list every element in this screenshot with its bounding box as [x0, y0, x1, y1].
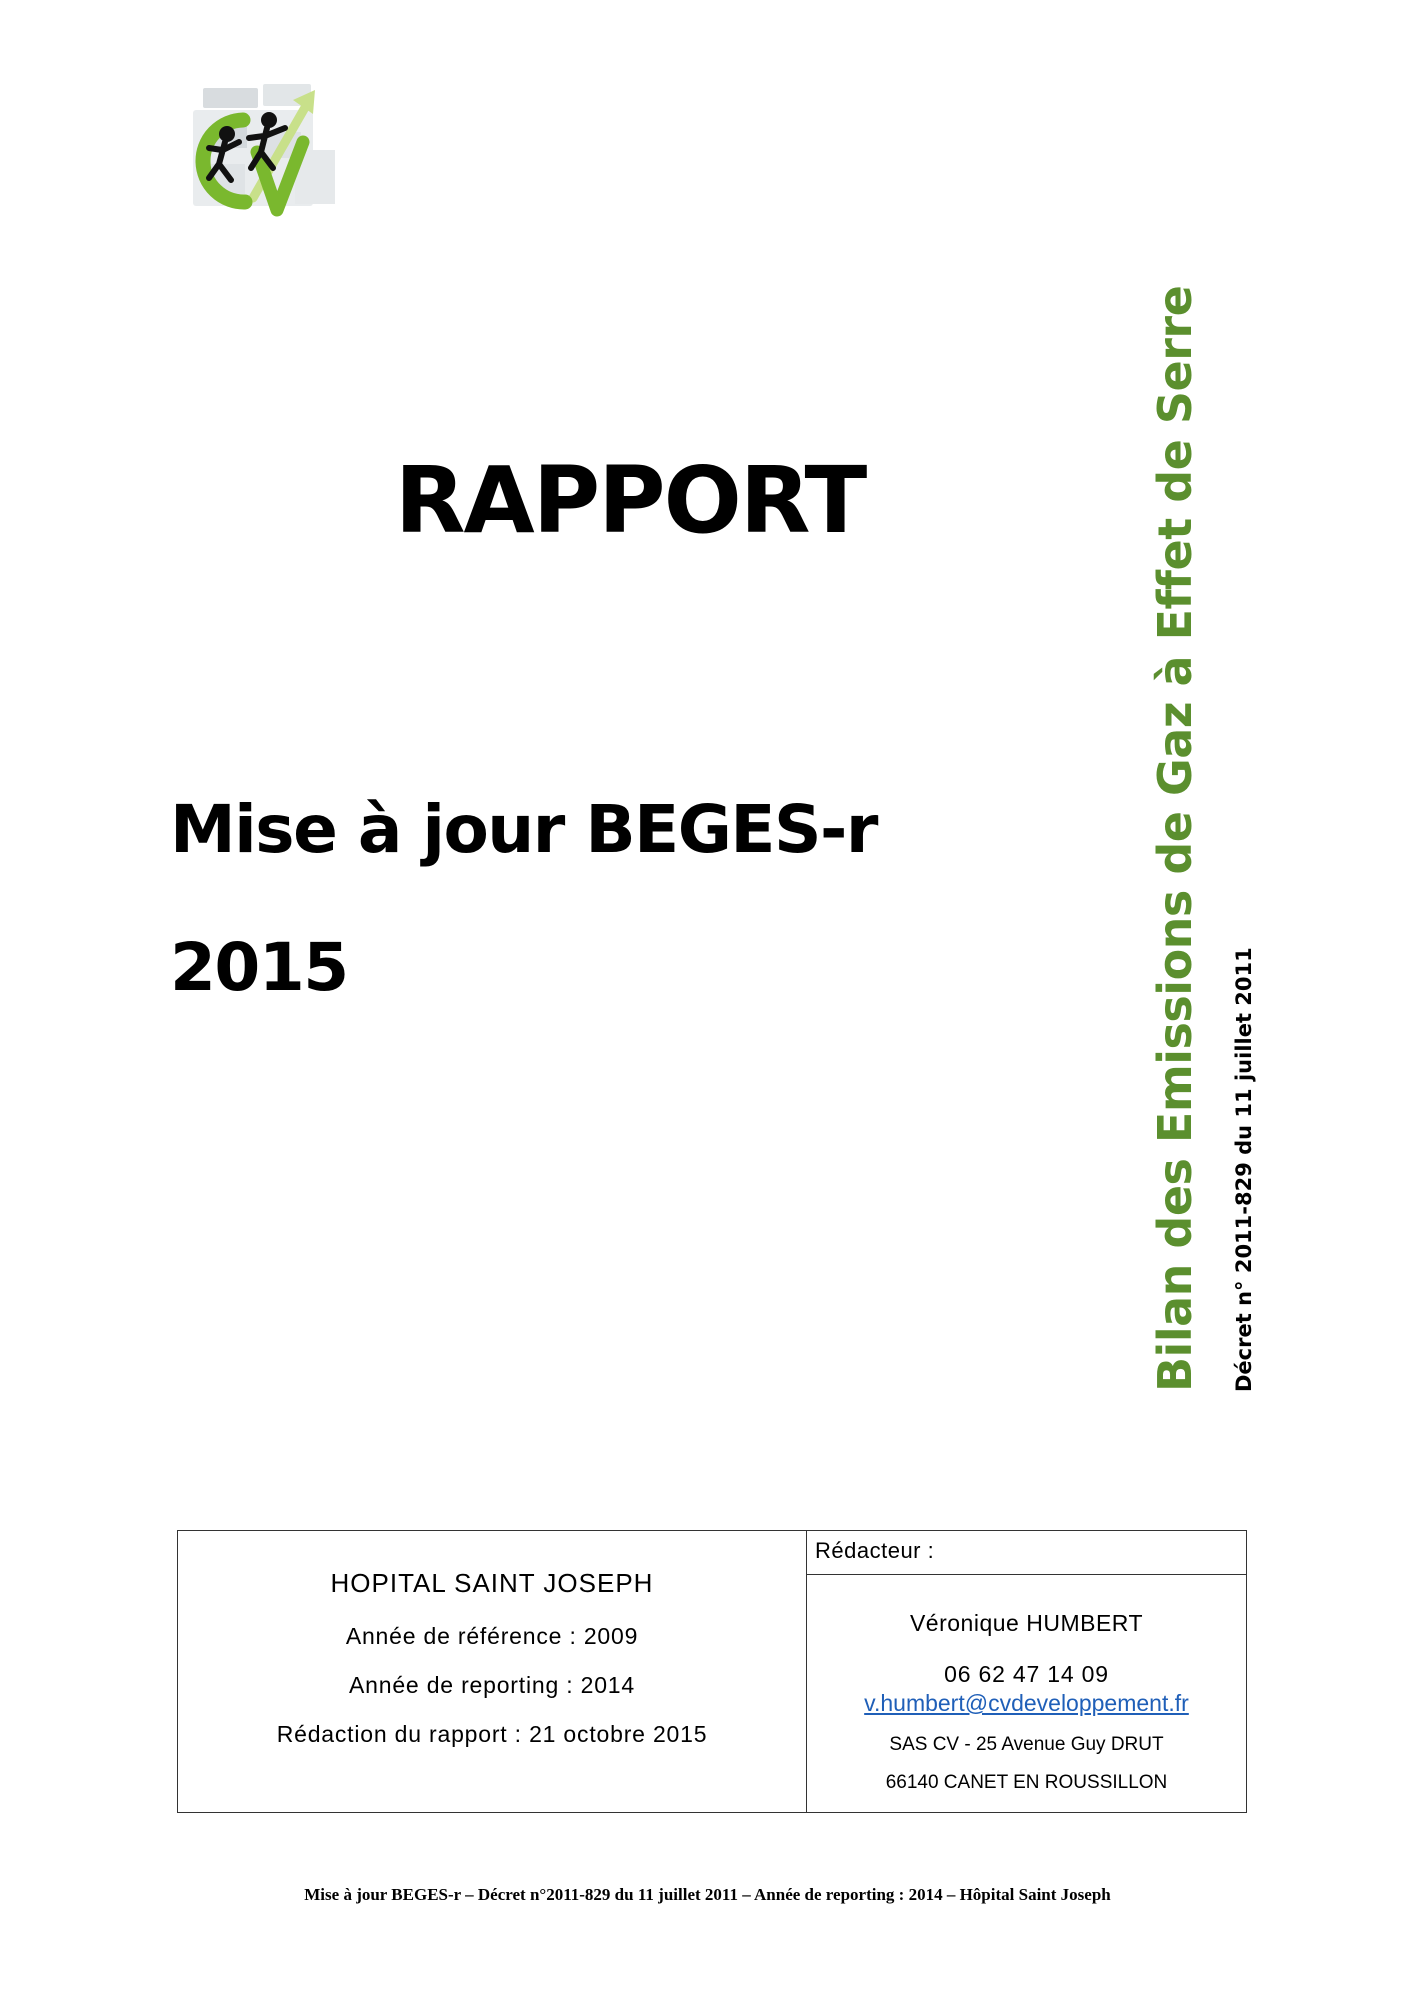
side-title: Bilan des Emissions de Gaz à Effet de Serre: [1148, 285, 1202, 1392]
author-name: Véronique HUMBERT: [909, 1610, 1144, 1636]
organisation-name: HOPITAL SAINT JOSEPH: [330, 1568, 654, 1598]
side-decree: Décret n° 2011-829 du 11 juillet 2011: [1232, 947, 1256, 1392]
reference-year: Année de référence : 2009: [345, 1623, 639, 1649]
author-phone: 06 62 47 14 09: [944, 1661, 1109, 1687]
page-footer: Mise à jour BEGES-r – Décret n°2011-829 du 11 juillet 2011 – Année de reporting : 2014 – Hôpital Saint Joseph: [304, 1885, 1111, 1904]
cv-logo-icon: [165, 80, 350, 225]
info-box: [177, 1530, 1247, 1813]
document-title: RAPPORT: [394, 447, 866, 554]
organisation-panel: [178, 1531, 807, 1812]
report-date: Rédaction du rapport : 21 octobre 2015: [276, 1721, 708, 1747]
address-line-2: 66140 CANET EN ROUSSILLON: [885, 1772, 1168, 1793]
document-subtitle: Mise à jour BEGES-r: [170, 791, 877, 868]
author-label: Rédacteur :: [807, 1531, 1246, 1575]
document-year: 2015: [170, 929, 348, 1006]
author-panel: [807, 1531, 1246, 1812]
reporting-year: Année de reporting : 2014: [349, 1672, 635, 1698]
author-email-link[interactable]: v.humbert@cvdeveloppement.fr: [864, 1690, 1189, 1716]
address-line-1: SAS CV - 25 Avenue Guy DRUT: [889, 1734, 1164, 1755]
